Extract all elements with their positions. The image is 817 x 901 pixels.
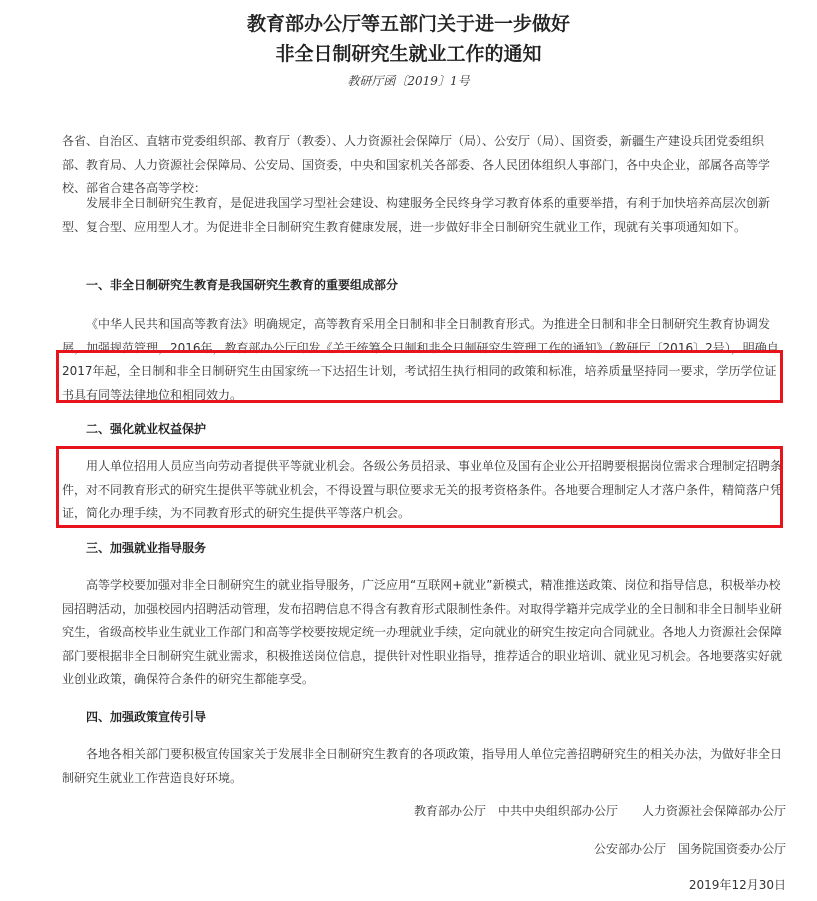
section-4-body: 各地各相关部门要积极宣传国家关于发展非全日制研究生教育的各项政策，指导用人单位完善招聘研究生的相关办法，为做好非全日制研究生就业工作营造良好环境。 [62, 747, 783, 785]
section-3-body: 高等学校要加强对非全日制研究生的就业指导服务，广泛应用“互联网+就业”新模式，精准推送政策、岗位和指导信息，积极举办校园招聘活动，加强校园内招聘活动管理，发布招聘信息不得含有教育形式限制性条件。对取得学籍并完成学业的全日制和非全日制毕业研究生，省级高校毕业生就业工作部门和高等学校要按规定统一办理就业手续，定向就业的研究生按定向合同就业。各地人力资源社会保障部门要根据非全日制研究生就业需求，积极推送岗位信息，提供针对性职业指导，推荐适合的职业培训、就业见习机会。各地要落实好就业创业政策，确保符合条件的研究生都能享受。 [62, 578, 783, 686]
document-title-line1: 教育部办公厅等五部门关于进一步做好 [246, 13, 570, 35]
section-2-body: 用人单位招用人员应当向劳动者提供平等就业机会。各级公务员招录、事业单位及国有企业公开招聘要根据岗位需求合理制定招聘条件，对不同教育形式的研究生提供平等就业机会，不得设置与职位要求无关的报考资格条件。各地要合理制定人才落户条件，精简落户凭证，简化办理手续，为不同教育形式的研究生提供平等落户机会。 [62, 459, 783, 520]
document-title-line2: 非全日制研究生就业工作的通知 [275, 43, 542, 65]
intro-paragraph: 发展非全日制研究生教育，是促进我国学习型社会建设、构建服务全民终身学习教育体系的重要举措，有利于加快培养高层次创新型、复合型、应用型人才。为促进非全日制研究生教育健康发展，进一步做好非全日制研究生就业工作，现就有关事项通知如下。 [62, 196, 771, 234]
highlight-annotation-box [56, 446, 783, 528]
document-date: 2019年12月30日 [688, 878, 786, 892]
section-2-heading: 二、强化就业权益保护 [86, 422, 207, 436]
highlight-annotation-box [56, 350, 783, 403]
section-3-heading: 三、加强就业指导服务 [86, 541, 207, 555]
section-4-heading: 四、加强政策宣传引导 [86, 710, 207, 724]
document-number: 教研厅函〔2019〕1号 [347, 74, 470, 88]
signatories-line1: 教育部办公厅 中共中央组织部办公厅 人力资源社会保障部办公厅 [413, 804, 786, 818]
signatories-line2: 公安部办公厅 国务院国资委办公厅 [593, 842, 786, 856]
section-1-body: 《中华人民共和国高等教育法》明确规定，高等教育采用全日制和非全日制教育形式。为推进全日制和非全日制研究生教育协调发展，加强规范管理，2016年，教育部办公厅印发《关于统筹全日制和非全日制研究生管理工作的通知》（教研厅〔2016〕2号），明确自2017年起，全日制和非全日制研究生由国家统一下达招生计划，考试招生执行相同的政策和标准，培养质量坚持同一要求，学历学位证书具有同等法律地位和相同效力。 [62, 317, 779, 402]
recipients-paragraph: 各省、自治区、直辖市党委组织部、教育厅（教委）、人力资源社会保障厅（局）、公安厅（局）、国资委，新疆生产建设兵团党委组织部、教育局、人力资源社会保障局、公安局、国资委，中央和国家机关各部委、各人民团体组织人事部门，各中央企业，部属各高等学校、部省合建各高等学校： [62, 134, 771, 195]
section-1-heading: 一、非全日制研究生教育是我国研究生教育的重要组成部分 [86, 278, 399, 292]
